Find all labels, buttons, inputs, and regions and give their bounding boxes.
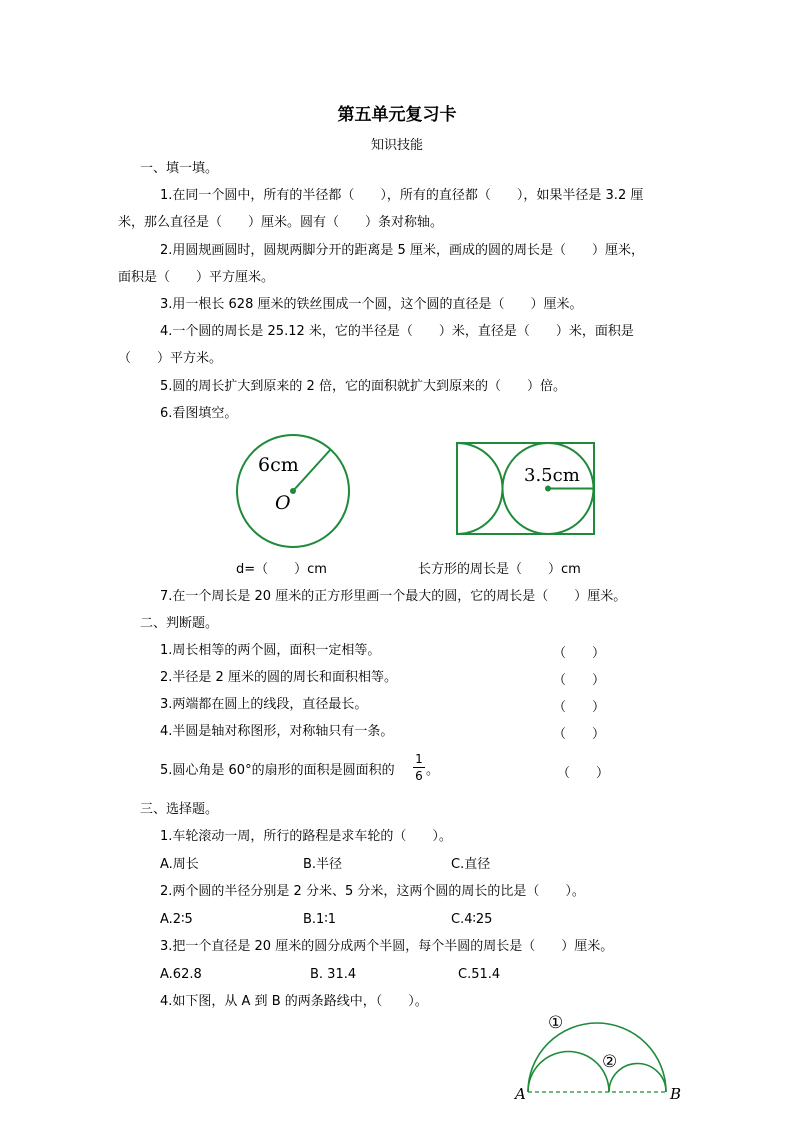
judge-item-3: 3.两端都在圆上的线段，直径最长。 [160, 697, 368, 712]
routes-figure [510, 1008, 690, 1104]
radius-label: 6cm [258, 454, 299, 476]
q2-line2: 面积是（ ）平方厘米。 [118, 270, 275, 285]
choice-q3: 3.把一个直径是 20 厘米的圆分成两个半圆，每个半圆的周长是（ ）厘米。 [160, 939, 614, 954]
judge-paren-4: （ ） [553, 727, 606, 742]
fraction-denominator: 6 [415, 769, 423, 783]
center-label: O [275, 492, 291, 514]
caption-diameter: d=（ ）cm [236, 562, 327, 577]
judge-item-5-end: 。 [426, 763, 440, 778]
choice-q2: 2.两个圆的半径分别是 2 分米、5 分米，这两个圆的周长的比是（ ）。 [160, 884, 585, 899]
judge-item-4: 4.半圆是轴对称图形，对称轴只有一条。 [160, 724, 394, 739]
q1-line1: 1.在同一个圆中，所有的半径都（ ），所有的直径都（ ），如果半径是 3.2 厘 [160, 188, 644, 203]
circle-figure [230, 428, 360, 558]
choice-q1-option-c: C.直径 [451, 857, 491, 872]
q4-line2: （ ）平方米。 [118, 351, 223, 366]
q2-line1: 2.用圆规画圆时，圆规两脚分开的距离是 5 厘米，画成的圆的周长是（ ）厘米， [160, 243, 644, 258]
q6-line: 6.看图填空。 [160, 406, 238, 421]
choice-q1-option-a: A.周长 [160, 857, 199, 872]
route-2-label: ② [602, 1052, 618, 1072]
fraction-numerator: 1 [415, 752, 423, 766]
q1-line2: 米，那么直径是（ ）厘米。圆有（ ）条对称轴。 [118, 215, 444, 230]
fraction-one-sixth [413, 752, 425, 783]
choice-q4: 4.如下图，从 A 到 B 的两条路线中，（ ）。 [160, 994, 428, 1009]
route-2-semicircle-right [609, 1064, 666, 1093]
choice-q1-option-b: B.半径 [303, 857, 343, 872]
point-b-label: B [670, 1085, 682, 1103]
choice-q3-option-b: B. 31.4 [310, 967, 357, 982]
judge-paren-1: （ ） [553, 646, 606, 661]
section3-heading: 三、选择题。 [140, 802, 219, 817]
center-dot-2 [545, 486, 551, 492]
judge-paren-3: （ ） [553, 700, 606, 715]
choice-q2-option-a: A.2∶5 [160, 912, 193, 927]
half-circle [457, 443, 503, 534]
section1-heading: 一、填一填。 [140, 161, 219, 176]
route-1-label: ① [548, 1013, 564, 1033]
judge-item-1: 1.周长相等的两个圆，面积一定相等。 [160, 643, 381, 658]
route-1-large-semicircle [528, 1023, 666, 1092]
rectangle-figure [452, 440, 600, 540]
section2-heading: 二、判断题。 [140, 616, 219, 631]
q7-line: 7.在一个周长是 20 厘米的正方形里画一个最大的圆，它的周长是（ ）厘米。 [160, 589, 627, 604]
choice-q1: 1.车轮滚动一周，所行的路程是求车轮的（ ）。 [160, 829, 452, 844]
choice-q2-option-c: C.4∶25 [451, 912, 493, 927]
choice-q3-option-c: C.51.4 [458, 967, 501, 982]
caption-perimeter: 长方形的周长是（ ）cm [418, 562, 581, 577]
choice-q3-option-a: A.62.8 [160, 967, 202, 982]
q4-line1: 4.一个圆的周长是 25.12 米，它的半径是（ ）米，直径是（ ）米，面积是 [160, 324, 634, 339]
radius-label-2: 3.5cm [524, 465, 580, 486]
choice-q2-option-b: B.1∶1 [303, 912, 336, 927]
judge-item-5: 5.圆心角是 60°的扇形的面积是圆面积的 [160, 763, 395, 778]
route-2-semicircle-left [528, 1052, 609, 1093]
page-title: 第五单元复习卡 [337, 105, 457, 125]
center-dot [290, 488, 296, 494]
judge-paren-5: （ ） [557, 766, 610, 781]
fraction-bar [413, 767, 425, 768]
q5-line: 5.圆的周长扩大到原来的 2 倍，它的面积就扩大到原来的（ ）倍。 [160, 379, 566, 394]
point-a-label: A [515, 1085, 526, 1103]
judge-paren-2: （ ） [553, 673, 606, 688]
page-subtitle: 知识技能 [370, 138, 423, 153]
q3-line: 3.用一根长 628 厘米的铁丝围成一个圆，这个圆的直径是（ ）厘米。 [160, 297, 583, 312]
judge-item-2: 2.半径是 2 厘米的圆的周长和面积相等。 [160, 670, 397, 685]
